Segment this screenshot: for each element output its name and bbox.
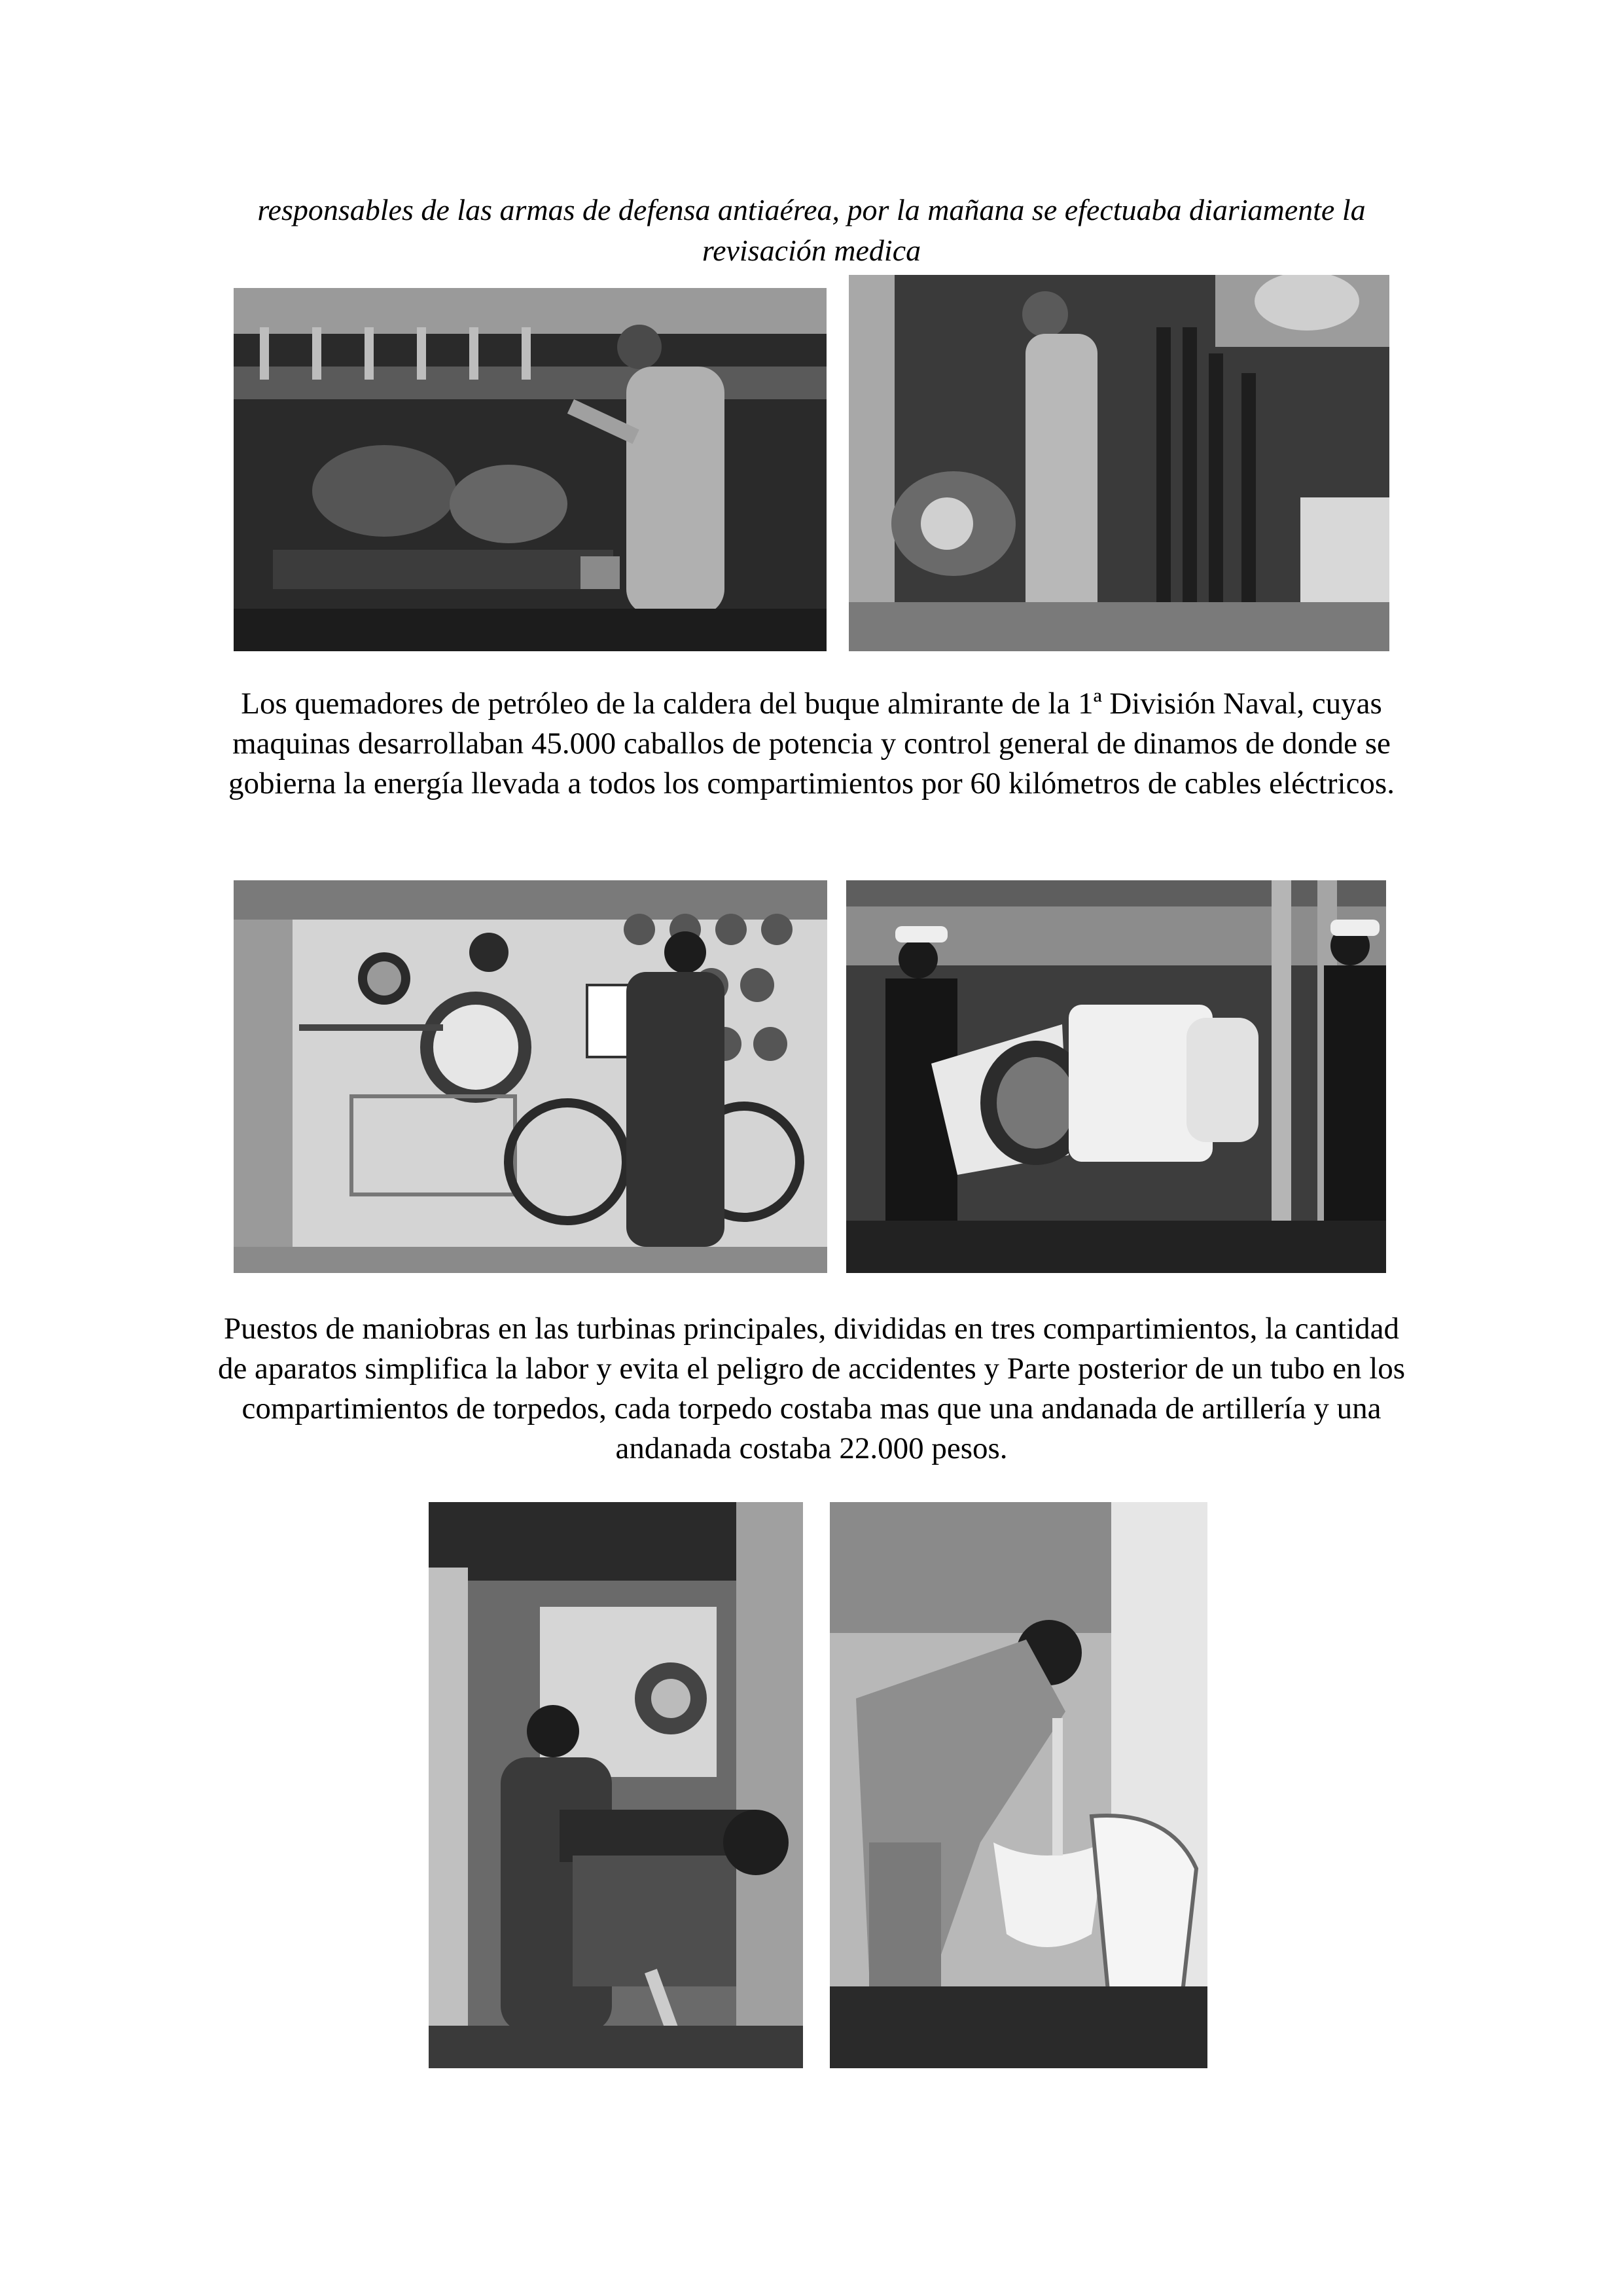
lathe-worker-photo: [429, 1502, 803, 2068]
caption-turbines-torpedoes: Puestos de maniobras en las turbinas principales, divididas en tres compartimientos, la cantidad de aparatos simplifica la labor y evita el peligro de accidentes y Parte posterior de un tubo en los compartimientos de torpedos, cada torpedo costaba mas que una andanada de artillería y una andanada costaba 22.000 pesos.: [217, 1312, 1406, 1465]
sailor-basin-photo: [830, 1502, 1207, 2068]
oil-burners-photo: [234, 288, 827, 651]
caption-medical-review: responsables de las armas de defensa antiaérea, por la mañana se efectuaba diariamente la revisación medica: [257, 193, 1366, 267]
dynamo-control-photo: [849, 275, 1389, 651]
caption-oil-burners: Los quemadores de petróleo de la caldera del buque almirante de la 1ª División Naval, cuyas maquinas desarrollaban 45.000 caballos de potencia y control general de dinamos de donde se gobierna la energía llevada a todos los compartimientos por 60 kilómetros de cables eléctricos.: [228, 687, 1395, 800]
torpedo-tube-photo: [846, 880, 1386, 1273]
turbine-maneuver-photo: [234, 880, 827, 1273]
